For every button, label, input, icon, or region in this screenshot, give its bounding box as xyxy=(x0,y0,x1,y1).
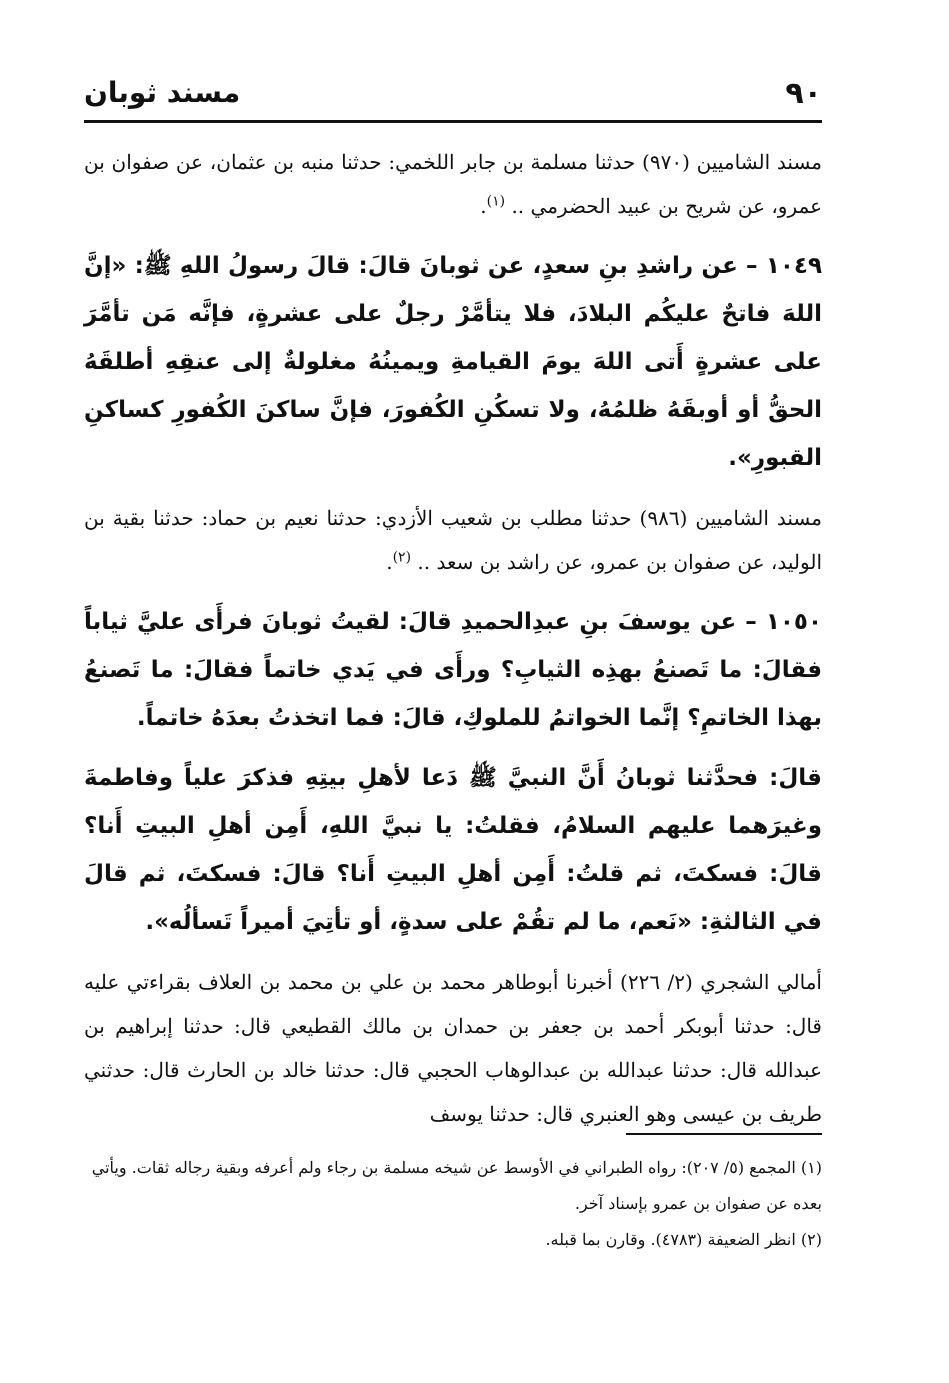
source-paragraph: أمالي الشجري (٢/ ٢٢٦) أخبرنا أبوطاهر محمد بن علي بن محمد بن العلاف بقراءتي عليه قال: حدثنا أبوبكر أحمد بن جعفر بن حمدان بن مالك القطيعي قال: حدثنا إبراهيم بن عبدالله قال: حدثنا عبدالله بن عبدالوهاب الحجبي قال: حدثنا خالد بن الحارث قال: حدثني طريف بن عيسى وهو العنبري قال: حدثنا يوسف xyxy=(84,970,822,1126)
footnotes xyxy=(84,1150,822,1258)
footnote-rule xyxy=(626,1133,822,1135)
page-header xyxy=(84,72,822,116)
page-number: ٩٠ xyxy=(785,76,822,111)
source-paragraph: مسند الشاميين (٩٨٦) حدثنا مطلب بن شعيب الأزدي: حدثنا نعيم بن حماد: حدثنا بقية بن الوليد، عن صفوان بن عمرو، عن راشد بن سعد .. $^{(٢)}$. xyxy=(84,506,822,574)
running-title: مسند ثوبان xyxy=(84,76,241,109)
source-paragraph: مسند الشاميين (٩٧٠) حدثنا مسلمة بن جابر اللخمي: حدثنا منبه بن عثمان، عن صفوان بن عمرو، عن شريح بن عبيد الحضرمي .. $^{(١)}$. xyxy=(84,150,823,218)
footnote-2: (٢) انظر الضعيفة (٤٧٨٣). وقارن بما قبله. xyxy=(545,1230,822,1249)
main-text xyxy=(84,140,822,1150)
hadith-paragraph: ١٠٥٠ – عن يوسفَ بنِ عبدِالحميدِ قالَ: لقيتُ ثوبانَ فرأَى عليَّ ثياباً فقالَ: ما تَصنعُ بهذِه الثيابِ؟ ورأَى في يَدي خاتماً فقالَ: ما تَصنعُ بهذا الخاتمِ؟ إنَّما الخواتمُ للملوكِ، قالَ: فما اتخذتُ بعدَهُ خاتماً. xyxy=(84,609,822,731)
footnote-marker[interactable]: (١) xyxy=(486,193,506,210)
footnote-1: (١) المجمع (٥/ ٢٠٧): رواه الطبراني في الأوسط عن شيخه مسلمة بن رجاء ولم أعرفه وبقية رجاله ثقات. ويأتي بعده عن صفوان بن عمرو بإسناد آخر. xyxy=(91,1158,822,1213)
header-rule xyxy=(84,120,822,123)
footnote-marker[interactable]: (٢) xyxy=(392,549,412,566)
hadith-paragraph: ١٠٤٩ – عن راشدِ بنِ سعدٍ، عن ثوبانَ قالَ: قالَ رسولُ اللهِ ﷺ: «إنَّ اللهَ فاتحٌ عليكُم البلادَ، فلا يتأمَّرْ رجلٌ على عشرةٍ، فإنَّه مَن تأمَّرَ على عشرةٍ أَتى اللهَ يومَ القيامةِ ويمينُهُ مغلولةٌ إلى عنقِهِ أطلقَهُ الحقُّ أو أوبقَهُ ظلمُهُ، ولا تسكُنِ الكُفورَ، فإنَّ ساكنَ الكُفورِ كساكنِ القبورِ». xyxy=(84,253,822,471)
hadith-paragraph: قالَ: فحدَّثنا ثوبانُ أَنَّ النبيَّ ﷺ دَعا لأهلِ بيتِهِ فذكرَ علياً وفاطمةَ وغيرَهما عليهم السلامُ، فقلتُ: يا نبيَّ اللهِ، أَمِن أهلِ البيتِ أَنا؟ قالَ: فسكتَ، ثم قلتُ: أَمِن أهلِ البيتِ أَنا؟ قالَ: فسكتَ، ثم قالَ في الثالثةِ: «نَعم، ما لم تقُمْ على سدةٍ، أو تأتِيَ أميراً تَسألُه». xyxy=(84,765,822,935)
